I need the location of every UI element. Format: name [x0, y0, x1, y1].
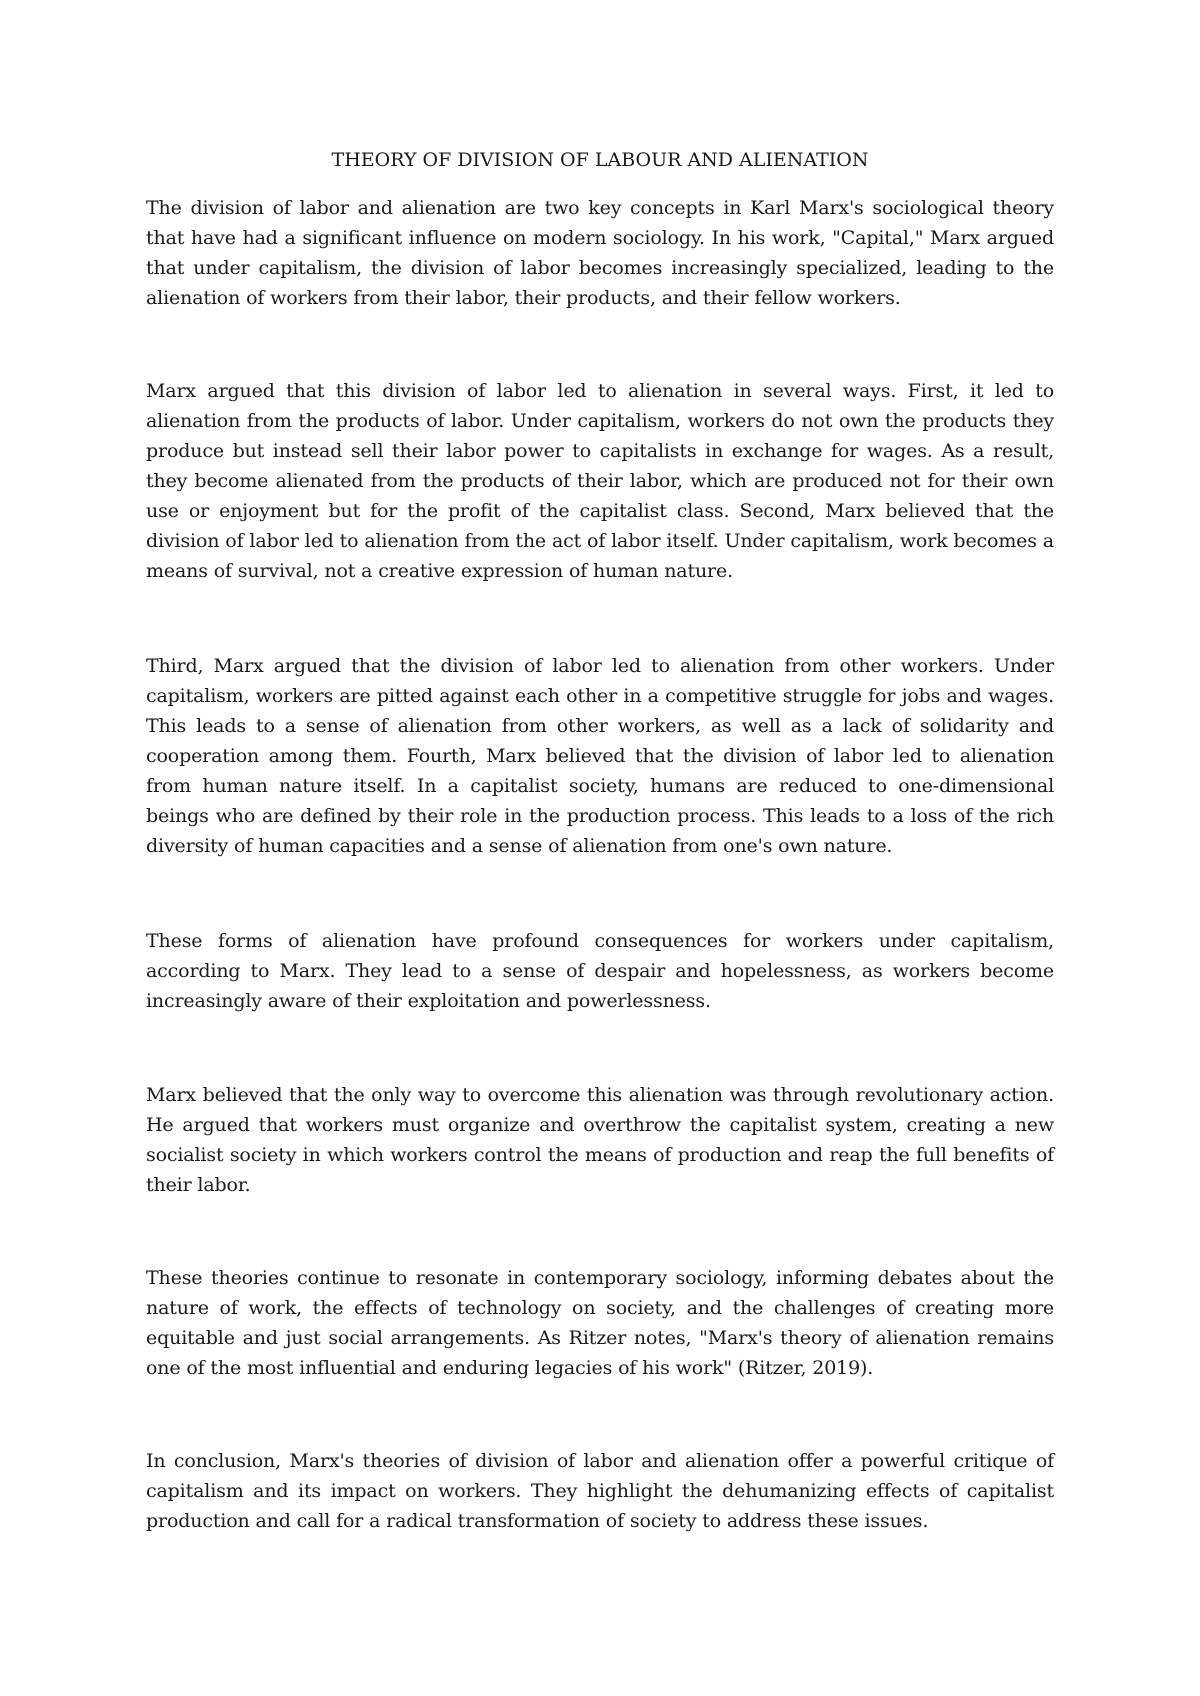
paragraph-consequences: These forms of alienation have profound consequences for workers under capitalism, according to Marx. They lead to a sense of despair and hopelessness, as workers become increasingly aware of their exploitation and powerlessness.: [146, 930, 1054, 1012]
paragraph-introduction: The division of labor and alienation are two key concepts in Karl Marx's sociological theory that have had a significant influence on modern sociology. In his work, "Capital," Marx argued that under capitalism, the division of labor becomes increasingly specialized, leading to the alienation of workers from their labor, their products, and their fellow workers.: [146, 197, 1054, 309]
paragraph-contemporary-sociology: These theories continue to resonate in contemporary sociology, informing debates about the nature of work, the effects of technology on society, and the challenges of creating more equitable and just social arrangements. As Ritzer notes, "Marx's theory of alienation remains one of the most influential and enduring legacies of his work" (Ritzer, 2019).: [146, 1267, 1054, 1379]
paragraph-alienation-from-workers: Third, Marx argued that the division of labor led to alienation from other workers. Under capitalism, workers are pitted against each other in a competitive struggle for jobs and wages. This leads to a sense of alienation from other workers, as well as a lack of solidarity and cooperation among them. Fourth, Marx believed that the division of labor led to alienation from human nature itself. In a capitalist society, humans are reduced to one-dimensional beings who are defined by their role in the production process. This leads to a loss of the rich diversity of human capacities and a sense of alienation from one's own nature.: [146, 655, 1054, 857]
paragraph-alienation-from-products: Marx argued that this division of labor led to alienation in several ways. First, it led to alienation from the products of labor. Under capitalism, workers do not own the products they produce but instead sell their labor power to capitalists in exchange for wages. As a result, they become alienated from the products of their labor, which are produced not for their own use or enjoyment but for the profit of the capitalist class. Second, Marx believed that the division of labor led to alienation from the act of labor itself. Under capitalism, work becomes a means of survival, not a creative expression of human nature.: [146, 380, 1054, 582]
paragraph-revolutionary-action: Marx believed that the only way to overcome this alienation was through revolutionary action. He argued that workers must organize and overthrow the capitalist system, creating a new socialist society in which workers control the means of production and reap the full benefits of their labor.: [146, 1084, 1054, 1196]
document-title: THEORY OF DIVISION OF LABOUR AND ALIENATION: [331, 149, 869, 171]
paragraph-conclusion: In conclusion, Marx's theories of division of labor and alienation offer a powerful critique of capitalism and its impact on workers. They highlight the dehumanizing effects of capitalist production and call for a radical transformation of society to address these issues.: [146, 1450, 1054, 1532]
